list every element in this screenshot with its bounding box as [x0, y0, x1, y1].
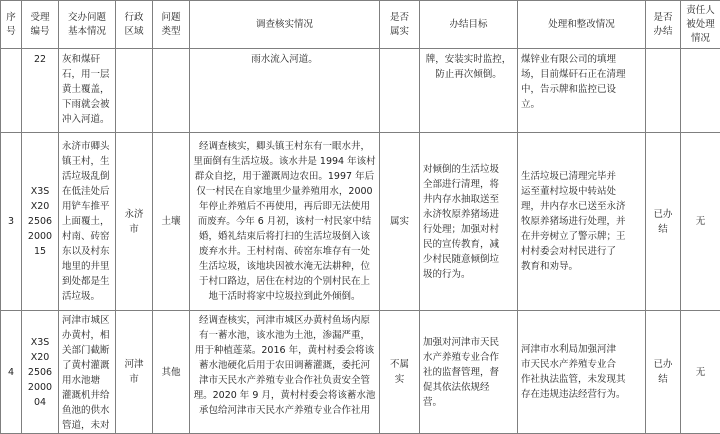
cell-case-no: 22: [22, 49, 59, 133]
cell-type: 土壤: [153, 133, 190, 311]
header-basic: 交办问题 基本情况: [59, 1, 116, 49]
cell-seq: 3: [1, 133, 22, 311]
header-row: [1, 1, 720, 49]
cell-verified: 不属 实: [380, 311, 420, 434]
cell-handling: 煤锌业有限公司的填埋 场，目前煤矸石正在清理 中，告示牌和监控已设 立。: [518, 49, 646, 133]
cell-basic: 永济市卿头 镇王村，生 活垃圾乱倒 在低洼处后 用铲车推平 上面覆土， 村南、砖窑 东以及村东 地里的井里 到处都是生 活垃圾。: [59, 133, 116, 311]
cell-goal: 加强对河津市天民 水产养殖专业合作 社的监督管理，督 促其依法依规经 营。: [420, 311, 518, 434]
cell-seq: 4: [1, 311, 22, 434]
cell-accountability: 无: [681, 133, 720, 311]
cell-district: 河津 市: [116, 311, 153, 434]
cell-accountability: 无: [681, 311, 720, 434]
header-goal: 办结目标: [420, 1, 518, 49]
header-district: 行政 区域: [116, 1, 153, 49]
cell-verified: 属实: [380, 133, 420, 311]
header-investigation: 调查核实情况: [190, 1, 380, 49]
cell-investigation: 经调查核实，河津市城区办黄村鱼场内原 有一蓄水池，该水池为土池，渗漏严重， 用于种植莲菜。2016 年，黄村村委会将该 蓄水池硬化后用于农田调蓄灌溉，委托河 津市天民水产养殖专业合作社负责安全管 理。2020 年 9 月，黄村村委会将该蓄水池 承包给河津市天民水产养殖专业合作社用: [190, 311, 380, 434]
cell-district: [116, 49, 153, 133]
cell-verified: [380, 49, 420, 133]
cell-investigation: 经调查核实，卿头镇王村东有一眼水井， 里面倒有生活垃圾。该水井是 1994 年该村 群众自挖，用于灌溉周边农田。1997 年后 仅一村民在自家地里少量养殖用水，2000 年停止养殖后不再使用，再后即无法使用 而废弃。今年 6 月初，该村一村民家中结 婚，婚礼结束后将打扫的生活垃圾倒入该 废弃水井。王村村南、砖窑东堆存有一处 生活垃圾，该地块因被水淹无法耕种，位 于村口路边，居住在村边的个别村民在上 地干活时将家中垃圾拉到此外倾倒。: [190, 133, 380, 311]
cell-accountability: [681, 49, 720, 133]
cell-district: 永济 市: [116, 133, 153, 311]
header-case-no: 受理 编号: [22, 1, 59, 49]
header-seq: 序 号: [1, 1, 22, 49]
cell-handling: 生活垃圾已清理完毕并 运至董村垃圾中转站处 理，井内存水已送至永济 牧原养猪场进行处理，并 在井旁树立了警示牌；王 村村委会对村民进行了 教育和劝导。: [518, 133, 646, 311]
cell-seq: [1, 49, 22, 133]
cell-case-no: X3S X20 2506 2000 15: [22, 133, 59, 311]
cell-type: 其他: [153, 311, 190, 434]
cell-type: [153, 49, 190, 133]
cell-done: [646, 49, 681, 133]
cell-done: 已办 结: [646, 133, 681, 311]
table-row: [1, 311, 720, 434]
table-row: [1, 49, 720, 133]
header-verified: 是否 属实: [380, 1, 420, 49]
header-handling: 处理和整改情况: [518, 1, 646, 49]
cell-investigation: 雨水流入河道。: [190, 49, 380, 133]
cell-handling: 河津市水利局加强河津 市天民水产养殖专业合 作社执法监管，未发现其 存在违规违法经营行为。: [518, 311, 646, 434]
cell-goal: 对倾倒的生活垃圾 全部进行清理，将 井内存水抽取送至 永济牧原养猪场进 行处理；加强对村 民的宣传教育，减 少村民随意倾倒垃 圾的行为。: [420, 133, 518, 311]
cell-basic: 河津市城区 办黄村，相 关部门截断 了黄村灌溉 用水池塘 灌溉机井给 鱼池的供水 管道，未对: [59, 311, 116, 434]
cell-basic: 灰和煤矸 石，用一层 黄土覆盖， 下雨就会被 冲入河道。: [59, 49, 116, 133]
cell-goal: 牌，安装实时监控， 防止再次倾倒。: [420, 49, 518, 133]
table-row: [1, 133, 720, 311]
cell-case-no: X3S X20 2506 2000 04: [22, 311, 59, 434]
header-accountability: 责任人 被处理 情况: [681, 1, 720, 49]
header-type: 问题 类型: [153, 1, 190, 49]
cell-done: 已办 结: [646, 311, 681, 434]
header-done: 是否 办结: [646, 1, 681, 49]
